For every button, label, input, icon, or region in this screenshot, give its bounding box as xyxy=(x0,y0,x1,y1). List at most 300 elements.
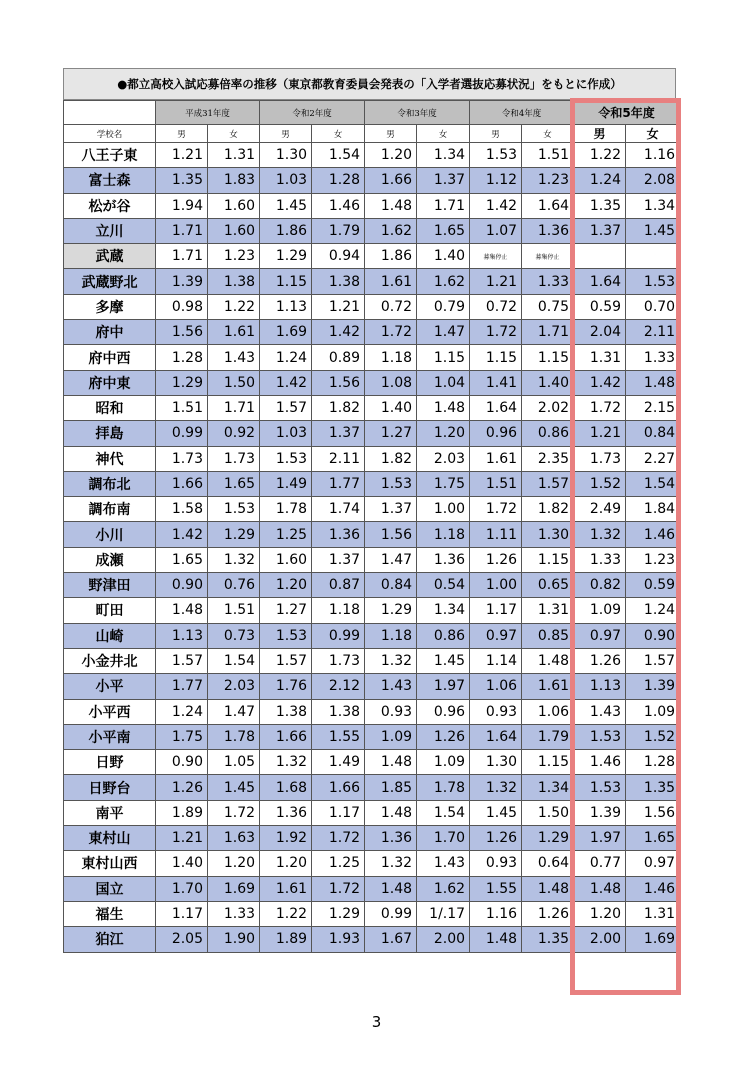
male-ratio-cell: 1.18 xyxy=(365,345,417,370)
female-ratio-cell: 1.46 xyxy=(626,876,680,901)
female-ratio-cell: 1.54 xyxy=(626,471,680,496)
female-ratio-cell: 1.73 xyxy=(312,648,365,673)
female-ratio-cell: 0.96 xyxy=(417,699,470,724)
female-ratio-cell: 1.06 xyxy=(522,699,574,724)
female-ratio-cell: 1.31 xyxy=(626,901,680,926)
female-ratio-cell: 0.75 xyxy=(522,294,574,319)
female-ratio-cell: 1.43 xyxy=(417,851,470,876)
male-ratio-cell: 1.72 xyxy=(470,497,522,522)
male-ratio-cell: 1.53 xyxy=(574,775,626,800)
male-ratio-cell: 1.67 xyxy=(365,927,417,952)
male-ratio-cell: 1.49 xyxy=(260,471,312,496)
female-ratio-cell: 1.36 xyxy=(417,547,470,572)
male-ratio-cell: 1.56 xyxy=(156,320,208,345)
male-ratio-cell: 2.00 xyxy=(574,927,626,952)
female-ratio-cell: 1.35 xyxy=(626,775,680,800)
female-ratio-cell: 1.90 xyxy=(208,927,260,952)
female-ratio-cell: 1.54 xyxy=(312,143,365,168)
male-ratio-cell: 1.21 xyxy=(156,143,208,168)
school-name-cell: 小平南 xyxy=(64,724,156,749)
male-ratio-cell: 1.75 xyxy=(156,724,208,749)
male-ratio-cell: 1.12 xyxy=(470,168,522,193)
male-ratio-cell: 1.26 xyxy=(470,547,522,572)
female-ratio-cell: 2.03 xyxy=(417,446,470,471)
female-ratio-cell: 1.37 xyxy=(312,421,365,446)
table-row xyxy=(64,421,680,446)
female-ratio-cell: 1.84 xyxy=(626,497,680,522)
male-ratio-cell: 1.48 xyxy=(365,876,417,901)
school-name-cell: 松が谷 xyxy=(64,193,156,218)
male-ratio-cell: 1.09 xyxy=(365,724,417,749)
female-ratio-cell: 0.70 xyxy=(626,294,680,319)
female-ratio-cell: 1.82 xyxy=(312,395,365,420)
female-header: 女 xyxy=(522,125,574,143)
female-ratio-cell: 1.15 xyxy=(522,547,574,572)
school-name-cell: 調布北 xyxy=(64,471,156,496)
male-ratio-cell: 1.52 xyxy=(574,471,626,496)
male-ratio-cell: 1.32 xyxy=(365,851,417,876)
female-ratio-cell: 1.93 xyxy=(312,927,365,952)
male-ratio-cell: 2.05 xyxy=(156,927,208,952)
female-ratio-cell: 1.33 xyxy=(208,901,260,926)
male-ratio-cell: 1.48 xyxy=(365,800,417,825)
male-ratio-cell: 1.64 xyxy=(470,724,522,749)
female-ratio-cell: 2.35 xyxy=(522,446,574,471)
male-ratio-cell: 1.42 xyxy=(574,370,626,395)
female-ratio-cell: 1.43 xyxy=(208,345,260,370)
male-ratio-cell: 1.14 xyxy=(470,648,522,673)
male-ratio-cell: 1.22 xyxy=(260,901,312,926)
female-ratio-cell: 1.47 xyxy=(208,699,260,724)
male-ratio-cell: 1.32 xyxy=(574,522,626,547)
female-ratio-cell: 1.78 xyxy=(208,724,260,749)
female-ratio-cell: 1.83 xyxy=(208,168,260,193)
male-ratio-cell: 1.42 xyxy=(260,370,312,395)
male-ratio-cell: 1.27 xyxy=(260,598,312,623)
female-ratio-cell: 1.48 xyxy=(522,648,574,673)
female-ratio-cell: 1.45 xyxy=(626,218,680,243)
male-ratio-cell: 1.36 xyxy=(260,800,312,825)
female-ratio-cell: 1.49 xyxy=(312,750,365,775)
male-ratio-cell: 1.48 xyxy=(574,876,626,901)
female-ratio-cell: 2.15 xyxy=(626,395,680,420)
female-ratio-cell: 1.78 xyxy=(417,775,470,800)
table-row xyxy=(64,497,680,522)
female-ratio-cell: 1.05 xyxy=(208,750,260,775)
male-ratio-cell: 1.13 xyxy=(260,294,312,319)
school-name-header: 学校名 xyxy=(64,125,156,143)
male-ratio-cell: 1.13 xyxy=(574,674,626,699)
female-ratio-cell: 1.09 xyxy=(417,750,470,775)
male-ratio-cell: 1.26 xyxy=(470,826,522,851)
table-row xyxy=(64,573,680,598)
female-ratio-cell: 2.02 xyxy=(522,395,574,420)
female-ratio-cell: 1.79 xyxy=(312,218,365,243)
male-ratio-cell: 1.24 xyxy=(260,345,312,370)
female-ratio-cell: 2.11 xyxy=(312,446,365,471)
year-header-row xyxy=(64,101,680,125)
male-ratio-cell: 1.53 xyxy=(260,623,312,648)
male-ratio-cell: 1.35 xyxy=(574,193,626,218)
male-ratio-cell: 1.53 xyxy=(260,446,312,471)
male-ratio-cell: 1.09 xyxy=(574,598,626,623)
female-ratio-cell: 1.60 xyxy=(208,218,260,243)
year-header: 令和4年度 xyxy=(470,101,574,125)
female-ratio-cell: 1.31 xyxy=(522,598,574,623)
female-ratio-cell: 1.30 xyxy=(522,522,574,547)
blank-header-cell xyxy=(64,101,156,125)
male-ratio-cell: 1.53 xyxy=(574,724,626,749)
male-ratio-cell: 1.06 xyxy=(470,674,522,699)
female-ratio-cell: 1.20 xyxy=(208,851,260,876)
table-row xyxy=(64,876,680,901)
school-name-cell: 野津田 xyxy=(64,573,156,598)
female-ratio-cell: 1.54 xyxy=(417,800,470,825)
female-ratio-cell: 1.26 xyxy=(417,724,470,749)
male-ratio-cell: 1.00 xyxy=(470,573,522,598)
male-ratio-cell: 0.82 xyxy=(574,573,626,598)
female-ratio-cell: 1.71 xyxy=(208,395,260,420)
female-ratio-cell: 1/.17 xyxy=(417,901,470,926)
male-ratio-cell: 1.56 xyxy=(365,522,417,547)
male-ratio-cell: 1.40 xyxy=(365,395,417,420)
male-ratio-cell: 1.15 xyxy=(260,269,312,294)
male-ratio-cell: 1.11 xyxy=(470,522,522,547)
female-ratio-cell: 0.64 xyxy=(522,851,574,876)
female-ratio-cell: 1.56 xyxy=(312,370,365,395)
male-ratio-cell: 1.97 xyxy=(574,826,626,851)
table-row xyxy=(64,294,680,319)
female-ratio-cell: 2.08 xyxy=(626,168,680,193)
table-row xyxy=(64,345,680,370)
male-ratio-cell: 1.42 xyxy=(156,522,208,547)
male-ratio-cell: 1.55 xyxy=(470,876,522,901)
female-ratio-cell: 1.55 xyxy=(312,724,365,749)
female-ratio-cell: 1.22 xyxy=(208,294,260,319)
year-header: 平成31年度 xyxy=(156,101,260,125)
male-ratio-cell: 1.46 xyxy=(574,750,626,775)
male-ratio-cell: 1.72 xyxy=(365,320,417,345)
male-ratio-cell: 0.72 xyxy=(365,294,417,319)
female-ratio-cell: 1.46 xyxy=(312,193,365,218)
female-ratio-cell: 1.61 xyxy=(208,320,260,345)
female-ratio-cell: 1.53 xyxy=(626,269,680,294)
table-row xyxy=(64,522,680,547)
male-ratio-cell: 1.86 xyxy=(365,244,417,269)
female-ratio-cell: 1.70 xyxy=(417,826,470,851)
table-row xyxy=(64,370,680,395)
female-ratio-cell: 1.38 xyxy=(312,699,365,724)
male-ratio-cell: 1.61 xyxy=(260,876,312,901)
female-ratio-cell: 0.90 xyxy=(626,623,680,648)
table-row xyxy=(64,724,680,749)
male-ratio-cell: 1.20 xyxy=(260,851,312,876)
female-header: 女 xyxy=(417,125,470,143)
school-name-cell: 狛江 xyxy=(64,927,156,952)
male-header: 男 xyxy=(574,125,626,143)
male-ratio-cell: 1.29 xyxy=(156,370,208,395)
female-ratio-cell: 1.38 xyxy=(312,269,365,294)
male-ratio-cell: 1.03 xyxy=(260,168,312,193)
female-ratio-cell: 1.65 xyxy=(417,218,470,243)
male-ratio-cell: 1.21 xyxy=(574,421,626,446)
female-ratio-cell: 0.73 xyxy=(208,623,260,648)
female-ratio-cell: 1.64 xyxy=(522,193,574,218)
female-ratio-cell: 1.28 xyxy=(312,168,365,193)
table-row xyxy=(64,800,680,825)
female-ratio-cell: 2.12 xyxy=(312,674,365,699)
female-ratio-cell: 1.15 xyxy=(522,750,574,775)
female-ratio-cell: 1.23 xyxy=(522,168,574,193)
male-ratio-cell: 1.64 xyxy=(574,269,626,294)
male-ratio-cell: 1.89 xyxy=(156,800,208,825)
female-ratio-cell: 1.69 xyxy=(626,927,680,952)
female-ratio-cell: 1.51 xyxy=(522,143,574,168)
male-ratio-cell: 0.72 xyxy=(470,294,522,319)
female-ratio-cell xyxy=(626,244,680,269)
school-name-cell: 小川 xyxy=(64,522,156,547)
female-ratio-cell: 1.97 xyxy=(417,674,470,699)
male-ratio-cell: 0.84 xyxy=(365,573,417,598)
female-ratio-cell: 1.23 xyxy=(208,244,260,269)
male-ratio-cell: 0.96 xyxy=(470,421,522,446)
female-ratio-cell: 1.34 xyxy=(626,193,680,218)
table-row xyxy=(64,547,680,572)
male-ratio-cell: 1.28 xyxy=(156,345,208,370)
male-ratio-cell: 1.03 xyxy=(260,421,312,446)
male-ratio-cell: 募集停止 xyxy=(470,244,522,269)
table-row xyxy=(64,927,680,952)
female-ratio-cell: 0.99 xyxy=(312,623,365,648)
male-ratio-cell xyxy=(574,244,626,269)
male-ratio-cell: 1.53 xyxy=(365,471,417,496)
female-ratio-cell: 1.36 xyxy=(312,522,365,547)
female-ratio-cell: 1.62 xyxy=(417,876,470,901)
female-ratio-cell: 1.57 xyxy=(626,648,680,673)
male-header: 男 xyxy=(365,125,417,143)
female-ratio-cell: 1.53 xyxy=(208,497,260,522)
male-ratio-cell: 0.99 xyxy=(365,901,417,926)
male-ratio-cell: 2.49 xyxy=(574,497,626,522)
male-ratio-cell: 1.48 xyxy=(470,927,522,952)
year-header: 令和2年度 xyxy=(260,101,365,125)
female-ratio-cell: 1.72 xyxy=(312,826,365,851)
male-ratio-cell: 0.93 xyxy=(470,699,522,724)
male-ratio-cell: 1.15 xyxy=(470,345,522,370)
male-ratio-cell: 1.29 xyxy=(260,244,312,269)
school-name-cell: 神代 xyxy=(64,446,156,471)
female-ratio-cell: 1.71 xyxy=(417,193,470,218)
male-ratio-cell: 1.39 xyxy=(574,800,626,825)
female-ratio-cell: 1.52 xyxy=(626,724,680,749)
school-name-cell: 福生 xyxy=(64,901,156,926)
male-ratio-cell: 1.37 xyxy=(574,218,626,243)
female-ratio-cell: 1.42 xyxy=(312,320,365,345)
table-row xyxy=(64,446,680,471)
female-ratio-cell: 1.23 xyxy=(626,547,680,572)
school-name-cell: 町田 xyxy=(64,598,156,623)
school-name-cell: 府中西 xyxy=(64,345,156,370)
female-ratio-cell: 1.33 xyxy=(626,345,680,370)
female-ratio-cell: 1.15 xyxy=(417,345,470,370)
table-row xyxy=(64,143,680,168)
table-row xyxy=(64,775,680,800)
male-ratio-cell: 1.51 xyxy=(470,471,522,496)
male-ratio-cell: 1.25 xyxy=(260,522,312,547)
female-ratio-cell: 1.09 xyxy=(626,699,680,724)
male-ratio-cell: 1.62 xyxy=(365,218,417,243)
female-ratio-cell: 0.92 xyxy=(208,421,260,446)
school-name-cell: 調布南 xyxy=(64,497,156,522)
male-ratio-cell: 1.70 xyxy=(156,876,208,901)
male-ratio-cell: 1.18 xyxy=(365,623,417,648)
male-ratio-cell: 1.43 xyxy=(574,699,626,724)
male-ratio-cell: 1.32 xyxy=(365,648,417,673)
male-ratio-cell: 1.39 xyxy=(156,269,208,294)
male-ratio-cell: 1.72 xyxy=(574,395,626,420)
male-ratio-cell: 1.92 xyxy=(260,826,312,851)
male-ratio-cell: 0.93 xyxy=(365,699,417,724)
table-row xyxy=(64,699,680,724)
male-ratio-cell: 1.32 xyxy=(470,775,522,800)
female-ratio-cell: 1.40 xyxy=(417,244,470,269)
male-ratio-cell: 1.41 xyxy=(470,370,522,395)
female-ratio-cell: 0.59 xyxy=(626,573,680,598)
female-ratio-cell: 2.00 xyxy=(417,927,470,952)
female-ratio-cell: 1.65 xyxy=(626,826,680,851)
female-ratio-cell: 1.24 xyxy=(626,598,680,623)
male-ratio-cell: 2.04 xyxy=(574,320,626,345)
male-ratio-cell: 1.17 xyxy=(470,598,522,623)
male-ratio-cell: 1.66 xyxy=(260,724,312,749)
female-ratio-cell: 1.28 xyxy=(626,750,680,775)
male-ratio-cell: 0.97 xyxy=(574,623,626,648)
year-header-current: 令和5年度 xyxy=(574,101,680,125)
male-ratio-cell: 0.59 xyxy=(574,294,626,319)
female-ratio-cell: 1.50 xyxy=(208,370,260,395)
school-name-cell: 富士森 xyxy=(64,168,156,193)
male-ratio-cell: 1.89 xyxy=(260,927,312,952)
female-ratio-cell: 0.97 xyxy=(626,851,680,876)
female-ratio-cell: 1.18 xyxy=(312,598,365,623)
male-ratio-cell: 1.30 xyxy=(260,143,312,168)
female-ratio-cell: 0.76 xyxy=(208,573,260,598)
admission-ratio-table xyxy=(63,100,680,953)
female-ratio-cell: 1.66 xyxy=(312,775,365,800)
female-ratio-cell: 1.72 xyxy=(208,800,260,825)
female-ratio-cell: 1.60 xyxy=(208,193,260,218)
male-ratio-cell: 1.20 xyxy=(365,143,417,168)
female-header: 女 xyxy=(312,125,365,143)
male-ratio-cell: 1.57 xyxy=(156,648,208,673)
female-ratio-cell: 1.29 xyxy=(208,522,260,547)
male-header: 男 xyxy=(156,125,208,143)
male-ratio-cell: 1.22 xyxy=(574,143,626,168)
female-ratio-cell: 1.69 xyxy=(208,876,260,901)
female-ratio-cell: 0.86 xyxy=(522,421,574,446)
table-row xyxy=(64,648,680,673)
female-ratio-cell: 0.87 xyxy=(312,573,365,598)
female-ratio-cell: 1.63 xyxy=(208,826,260,851)
male-ratio-cell: 1.35 xyxy=(156,168,208,193)
male-ratio-cell: 0.98 xyxy=(156,294,208,319)
female-ratio-cell: 1.46 xyxy=(626,522,680,547)
female-ratio-cell: 1.37 xyxy=(312,547,365,572)
male-ratio-cell: 0.90 xyxy=(156,750,208,775)
male-ratio-cell: 1.43 xyxy=(365,674,417,699)
female-ratio-cell: 2.11 xyxy=(626,320,680,345)
female-ratio-cell: 1.21 xyxy=(312,294,365,319)
male-ratio-cell: 1.76 xyxy=(260,674,312,699)
male-ratio-cell: 1.94 xyxy=(156,193,208,218)
male-ratio-cell: 1.71 xyxy=(156,218,208,243)
male-ratio-cell: 1.72 xyxy=(470,320,522,345)
female-ratio-cell: 1.56 xyxy=(626,800,680,825)
female-ratio-cell: 1.20 xyxy=(417,421,470,446)
table-row xyxy=(64,168,680,193)
female-ratio-cell: 1.71 xyxy=(522,320,574,345)
female-ratio-cell: 1.34 xyxy=(417,143,470,168)
female-header: 女 xyxy=(208,125,260,143)
male-ratio-cell: 1.45 xyxy=(260,193,312,218)
table-row xyxy=(64,218,680,243)
school-name-cell: 小金井北 xyxy=(64,648,156,673)
male-ratio-cell: 1.29 xyxy=(365,598,417,623)
school-name-cell: 日野台 xyxy=(64,775,156,800)
female-ratio-cell: 0.86 xyxy=(417,623,470,648)
female-ratio-cell: 1.48 xyxy=(417,395,470,420)
table-row xyxy=(64,901,680,926)
table-row xyxy=(64,623,680,648)
female-ratio-cell: 1.04 xyxy=(417,370,470,395)
male-ratio-cell: 1.27 xyxy=(365,421,417,446)
table-row xyxy=(64,193,680,218)
male-ratio-cell: 1.58 xyxy=(156,497,208,522)
female-ratio-cell: 1.34 xyxy=(417,598,470,623)
female-ratio-cell: 1.54 xyxy=(208,648,260,673)
female-ratio-cell: 1.45 xyxy=(417,648,470,673)
page-number: 3 xyxy=(371,1013,382,1031)
male-ratio-cell: 0.90 xyxy=(156,573,208,598)
male-ratio-cell: 1.85 xyxy=(365,775,417,800)
female-ratio-cell: 1.37 xyxy=(417,168,470,193)
male-ratio-cell: 1.42 xyxy=(470,193,522,218)
table-row xyxy=(64,598,680,623)
male-ratio-cell: 1.33 xyxy=(574,547,626,572)
male-ratio-cell: 1.48 xyxy=(365,750,417,775)
female-ratio-cell: 1.72 xyxy=(312,876,365,901)
female-ratio-cell: 1.57 xyxy=(522,471,574,496)
female-ratio-cell: 1.39 xyxy=(626,674,680,699)
male-ratio-cell: 1.24 xyxy=(574,168,626,193)
female-ratio-cell: 1.62 xyxy=(417,269,470,294)
table-row xyxy=(64,320,680,345)
female-ratio-cell: 1.18 xyxy=(417,522,470,547)
male-ratio-cell: 1.21 xyxy=(470,269,522,294)
male-ratio-cell: 1.68 xyxy=(260,775,312,800)
school-name-cell: 山崎 xyxy=(64,623,156,648)
female-ratio-cell: 1.47 xyxy=(417,320,470,345)
table-title: ●都立高校入試応募倍率の推移（東京都教育委員会発表の「入学者選抜応募状況」をもとに作成） xyxy=(63,68,676,100)
table-row xyxy=(64,269,680,294)
school-name-cell: 拝島 xyxy=(64,421,156,446)
school-name-cell: 多摩 xyxy=(64,294,156,319)
female-ratio-cell: 1.36 xyxy=(522,218,574,243)
female-ratio-cell: 1.48 xyxy=(626,370,680,395)
male-ratio-cell: 1.26 xyxy=(574,648,626,673)
school-name-cell: 府中 xyxy=(64,320,156,345)
male-ratio-cell: 1.51 xyxy=(156,395,208,420)
